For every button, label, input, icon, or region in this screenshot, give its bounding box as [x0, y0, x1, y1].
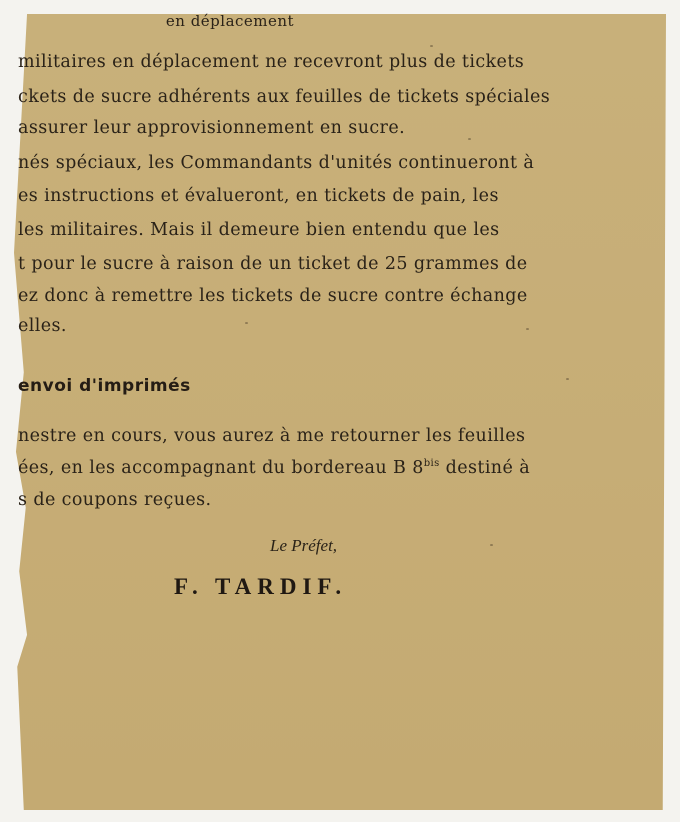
text-line: les militaires. Mais il demeure bien entendu que les [18, 220, 500, 240]
text-line: assurer leur approvisionnement en sucre. [18, 118, 406, 138]
text-line: nestre en cours, vous aurez à me retourner les feuilles [18, 426, 526, 446]
text-line: es instructions et évalueront, en tickets de pain, les [18, 186, 499, 206]
text-line: ez donc à remettre les tickets de sucre contre échange [18, 286, 528, 306]
paper-speck [468, 138, 471, 140]
signatory-name: F. TARDIF. [174, 574, 348, 599]
paper-speck [245, 322, 248, 324]
text-line: elles. [18, 316, 67, 336]
text-fragment: destiné à [445, 458, 531, 478]
superscript: bis [423, 458, 440, 470]
text-line: nés spéciaux, les Commandants d'unités continueront à [18, 153, 535, 173]
text-line [18, 458, 570, 478]
text-fragment: ées, en les accompagnant du bordereau B 8 [18, 458, 424, 478]
text-line: s de coupons reçues. [18, 490, 212, 510]
text-line: militaires en déplacement ne recevront plus de tickets [18, 52, 525, 72]
signatory-title: Le Préfet, [270, 536, 338, 555]
paper-speck [490, 544, 493, 546]
section-heading: envoi d'imprimés [18, 376, 191, 396]
paper-speck [526, 328, 529, 330]
cut-header-text [120, 8, 340, 20]
paper-speck [566, 378, 569, 380]
paper-speck [430, 45, 433, 47]
text-line: t pour le sucre à raison de un ticket de 25 grammes de [18, 254, 528, 274]
text-line: ckets de sucre adhérents aux feuilles de tickets spéciales [18, 87, 551, 107]
